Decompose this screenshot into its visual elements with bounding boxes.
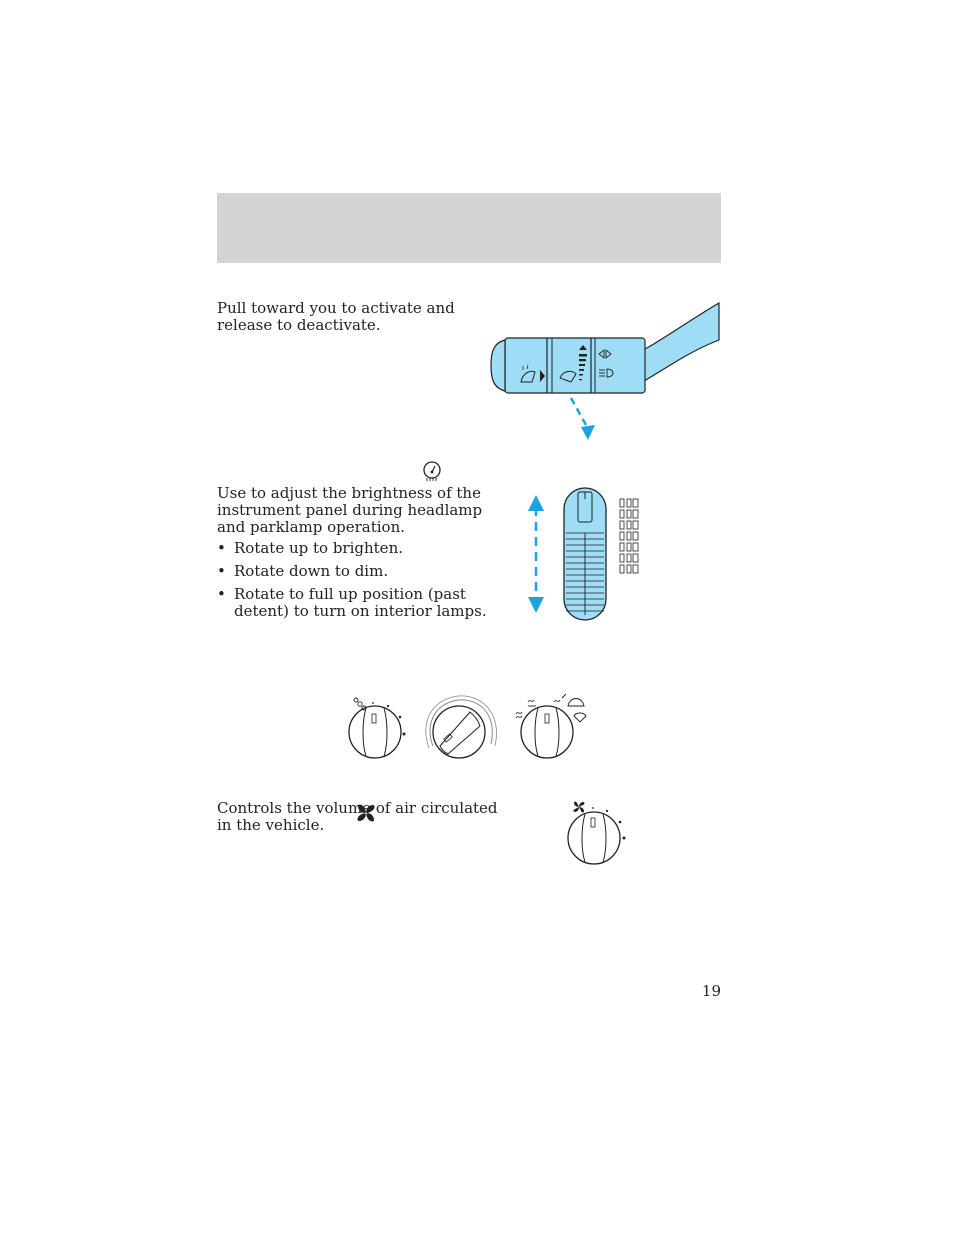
mode-knob xyxy=(516,694,586,758)
fan-description-line-1: Controls the volume of air circulated xyxy=(217,799,498,817)
list-item xyxy=(217,563,497,580)
fan-icon xyxy=(574,802,585,813)
bullet-glyph: • xyxy=(217,539,226,557)
fan-speed-knob-illustration xyxy=(560,798,632,866)
dimmer-description-line-3: and parklamp operation. xyxy=(217,518,406,536)
bullet-text: Rotate to full up position (past xyxy=(234,585,466,603)
dimmer-thumbwheel-illustration xyxy=(520,485,650,625)
dimmer-description xyxy=(217,485,482,536)
fan-description xyxy=(217,800,498,834)
wiper-description-line-1: Pull toward you to activate and xyxy=(217,299,455,317)
panel-vent-icon xyxy=(516,712,522,718)
dimmer-dial-icon xyxy=(421,460,443,482)
dimmer-description-line-2: instrument panel during headlamp xyxy=(217,501,483,519)
list-item xyxy=(217,586,497,620)
wiper-stalk-illustration xyxy=(485,298,725,443)
header-band xyxy=(217,193,721,263)
bullet-glyph: • xyxy=(217,562,226,580)
climate-control-knobs-illustration xyxy=(340,692,595,764)
bullet-text: Rotate up to brighten. xyxy=(234,539,403,557)
floor-defrost-icon xyxy=(554,694,566,702)
wiper-description xyxy=(217,300,455,334)
detent-marks xyxy=(620,499,638,573)
temperature-knob xyxy=(426,696,497,758)
defrost-icon xyxy=(568,699,586,723)
bullet-glyph: • xyxy=(217,585,226,603)
dimmer-description-line-1: Use to adjust the brightness of the xyxy=(217,484,481,502)
bullet-text: detent) to turn on interior lamps. xyxy=(234,602,487,620)
arrow-up-icon xyxy=(528,495,544,511)
bullet-text: Rotate down to dim. xyxy=(234,562,389,580)
page-number: 19 xyxy=(701,982,721,1000)
fan-description-line-2: in the vehicle. xyxy=(217,816,325,834)
list-item xyxy=(217,540,497,557)
wiper-description-line-2: release to deactivate. xyxy=(217,316,381,334)
arrow-down-icon xyxy=(528,597,544,613)
dimmer-bullet-list xyxy=(217,540,497,626)
fan-speed-knob xyxy=(349,698,406,758)
floor-vent-icon xyxy=(528,700,536,706)
